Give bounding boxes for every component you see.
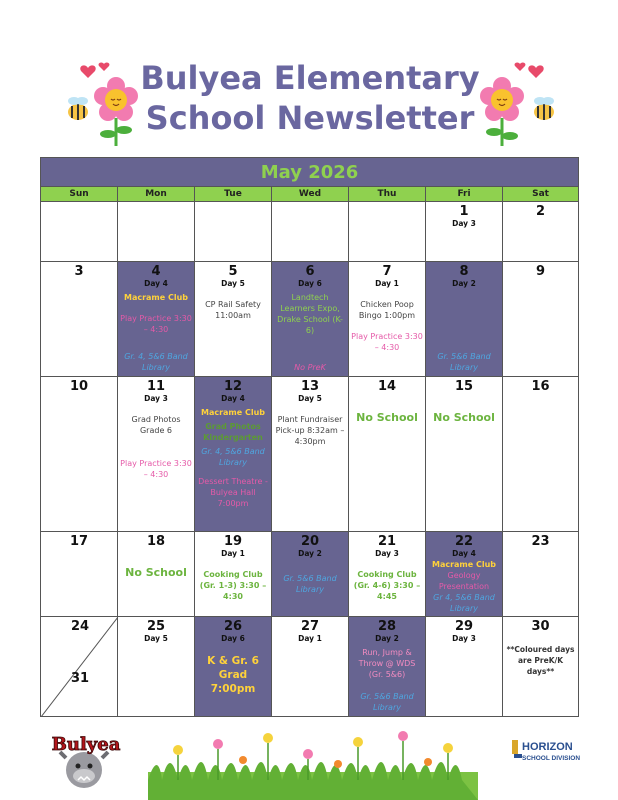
- school-day-label: Day 5: [221, 279, 245, 288]
- bulyea-logo-text: Bulyea: [51, 734, 121, 755]
- event-chicken-poop-bingo: Chicken Poop Bingo 1:00pm: [358, 300, 416, 320]
- weekday-wed: Wed: [272, 187, 349, 202]
- day-cell-4: [118, 262, 195, 377]
- day-number: 24: [71, 619, 90, 634]
- event-grad-photos-kindergarten: Grad Photos Kindergarten: [203, 422, 263, 442]
- event-no-school: No School: [125, 566, 187, 579]
- school-day-label: Day 4: [452, 549, 476, 558]
- school-day-label: Day 5: [298, 394, 322, 403]
- day-number: 31: [71, 671, 90, 686]
- event-grad-ceremony: K & Gr. 6 Grad 7:00pm: [207, 655, 259, 695]
- weekday-tue: Tue: [195, 187, 272, 202]
- event-play-practice: Play Practice 3:30 – 4:30: [351, 332, 423, 352]
- day-cell-11: [118, 377, 195, 532]
- day-cell-5: [195, 262, 272, 377]
- school-day-label: Day 3: [375, 549, 399, 558]
- day-cell-7: [349, 262, 426, 377]
- weekday-thu: Thu: [349, 187, 426, 202]
- day-number: 7: [382, 264, 392, 279]
- school-day-label: Day 2: [375, 634, 399, 643]
- event-band: Gr. 4, 5&6 Band Library: [124, 352, 188, 372]
- horizon-logo-subtitle: SCHOOL DIVISION: [522, 755, 581, 762]
- school-day-label: Day 1: [375, 279, 399, 288]
- day-cell-23: [503, 532, 579, 617]
- day-number: 5: [228, 264, 238, 279]
- weekday-mon: Mon: [118, 187, 195, 202]
- day-number: 22: [454, 534, 474, 549]
- event-no-school: No School: [433, 411, 495, 424]
- flower-bee-decoration-right-icon: [472, 60, 562, 148]
- day-cell-14: [349, 377, 426, 532]
- day-cell-30: [503, 617, 579, 717]
- day-number: 13: [300, 379, 320, 394]
- day-number: 26: [223, 619, 243, 634]
- day-cell-15: [426, 377, 503, 532]
- school-day-label: Day 2: [452, 279, 476, 288]
- school-day-label: Day 4: [221, 394, 245, 403]
- day-cell-6: [272, 262, 349, 377]
- day-number: 6: [305, 264, 315, 279]
- event-band: Gr 4, 5&6 Band Library: [433, 593, 495, 613]
- day-cell-1: [426, 202, 503, 262]
- day-number: 30: [531, 619, 550, 634]
- day-number: 17: [69, 534, 89, 549]
- event-band: Gr. 5&6 Band Library: [283, 574, 337, 594]
- day-cell-13: [272, 377, 349, 532]
- event-play-practice: Play Practice 3:30 – 4:30: [120, 459, 192, 479]
- school-day-label: Day 6: [221, 634, 245, 643]
- day-cell-8: [426, 262, 503, 377]
- event-run-jump-throw: Run, Jump & Throw @ WDS (Gr. 5&6): [358, 648, 416, 679]
- day-cell-21: [349, 532, 426, 617]
- day-number: 28: [377, 619, 397, 634]
- day-number: 27: [300, 619, 320, 634]
- day-number: 8: [459, 264, 469, 279]
- day-cell-empty: [118, 202, 195, 262]
- day-cell-17: [41, 532, 118, 617]
- event-cp-rail-safety: CP Rail Safety 11:00am: [205, 300, 261, 320]
- day-number: 18: [146, 534, 166, 549]
- coloured-days-note: **Coloured days are PreK/K days**: [506, 645, 575, 676]
- school-day-label: Day 3: [452, 219, 476, 228]
- event-macrame-club: Macrame Club: [123, 293, 189, 302]
- day-cell-3: [41, 262, 118, 377]
- event-plant-fundraiser: Plant Fundraiser Pick-up 8:32am – 4:30pm: [275, 415, 345, 446]
- day-cell-19: [195, 532, 272, 617]
- school-day-label: Day 6: [298, 279, 322, 288]
- day-number: 15: [454, 379, 474, 394]
- event-no-prek: No PreK: [294, 363, 326, 372]
- day-cell-24-31: [41, 617, 118, 717]
- calendar-table: [40, 157, 579, 717]
- event-cooking-club: Cooking Club (Gr. 4-6) 3:30 – 4:45: [353, 570, 421, 601]
- school-day-label: Day 1: [298, 634, 322, 643]
- flower-bee-decoration-left-icon: [60, 60, 150, 148]
- day-number: 3: [74, 264, 84, 279]
- horizon-school-division-logo: [512, 736, 602, 766]
- day-number: 20: [300, 534, 320, 549]
- day-number: 1: [459, 204, 469, 219]
- title-line-2: School Newsletter: [145, 99, 475, 137]
- horizon-logo-name: HORIZON: [522, 741, 573, 753]
- school-day-label: Day 2: [298, 549, 322, 558]
- day-number: 12: [223, 379, 243, 394]
- event-band: Gr. 4, 5&6 Band Library: [201, 447, 265, 467]
- day-cell-2: [503, 202, 579, 262]
- day-number: 10: [69, 379, 89, 394]
- day-cell-27: [272, 617, 349, 717]
- event-band: Gr. 5&6 Band Library: [437, 352, 491, 372]
- event-play-practice: Play Practice 3:30 – 4:30: [120, 314, 192, 334]
- day-number: 11: [146, 379, 166, 394]
- page-title: [130, 58, 490, 138]
- school-day-label: Day 3: [452, 634, 476, 643]
- month-header: May 2026: [41, 158, 579, 187]
- day-cell-9: [503, 262, 579, 377]
- event-geology-presentation: Geology Presentation: [438, 571, 490, 591]
- day-cell-12: [195, 377, 272, 532]
- day-cell-28: [349, 617, 426, 717]
- event-macrame-club: Macrame Club: [431, 560, 497, 569]
- day-cell-22: [426, 532, 503, 617]
- weekday-sat: Sat: [503, 187, 579, 202]
- day-cell-26: [195, 617, 272, 717]
- day-number: 25: [146, 619, 166, 634]
- day-cell-18: [118, 532, 195, 617]
- day-number: 19: [223, 534, 243, 549]
- weekday-sun: Sun: [41, 187, 118, 202]
- day-number: 9: [536, 264, 546, 279]
- day-cell-25: [118, 617, 195, 717]
- day-cell-empty: [349, 202, 426, 262]
- title-line-1: Bulyea Elementary: [140, 59, 480, 97]
- day-number: 14: [377, 379, 397, 394]
- school-day-label: Day 3: [144, 394, 168, 403]
- day-cell-20: [272, 532, 349, 617]
- day-cell-empty: [272, 202, 349, 262]
- day-cell-empty: [41, 202, 118, 262]
- bulyea-bulldog-logo: [44, 728, 128, 794]
- event-band: Gr. 5&6 Band Library: [360, 692, 414, 712]
- event-landtech-expo: Landtech Learners Expo, Drake School (K-6): [277, 293, 343, 335]
- weekday-fri: Fri: [426, 187, 503, 202]
- event-cooking-club: Cooking Club (Gr. 1-3) 3:30 – 4:30: [199, 570, 267, 601]
- day-cell-empty: [195, 202, 272, 262]
- event-no-school: No School: [356, 411, 418, 424]
- school-day-label: Day 1: [221, 549, 245, 558]
- day-cell-29: [426, 617, 503, 717]
- event-grad-photos: Grad Photos Grade 6: [131, 415, 181, 435]
- day-cell-10: [41, 377, 118, 532]
- day-number: 29: [454, 619, 474, 634]
- school-day-label: Day 4: [144, 279, 168, 288]
- event-macrame-club: Macrame Club: [200, 408, 266, 417]
- grass-flowers-decoration-icon: [148, 720, 478, 800]
- day-number: 16: [531, 379, 550, 394]
- day-cell-16: [503, 377, 579, 532]
- day-number: 4: [151, 264, 161, 279]
- day-number: 2: [536, 204, 546, 219]
- event-dessert-theatre: Dessert Theatre - Bulyea Hall 7:00pm: [198, 477, 268, 508]
- day-number: 23: [531, 534, 550, 549]
- day-number: 21: [377, 534, 397, 549]
- school-day-label: Day 5: [144, 634, 168, 643]
